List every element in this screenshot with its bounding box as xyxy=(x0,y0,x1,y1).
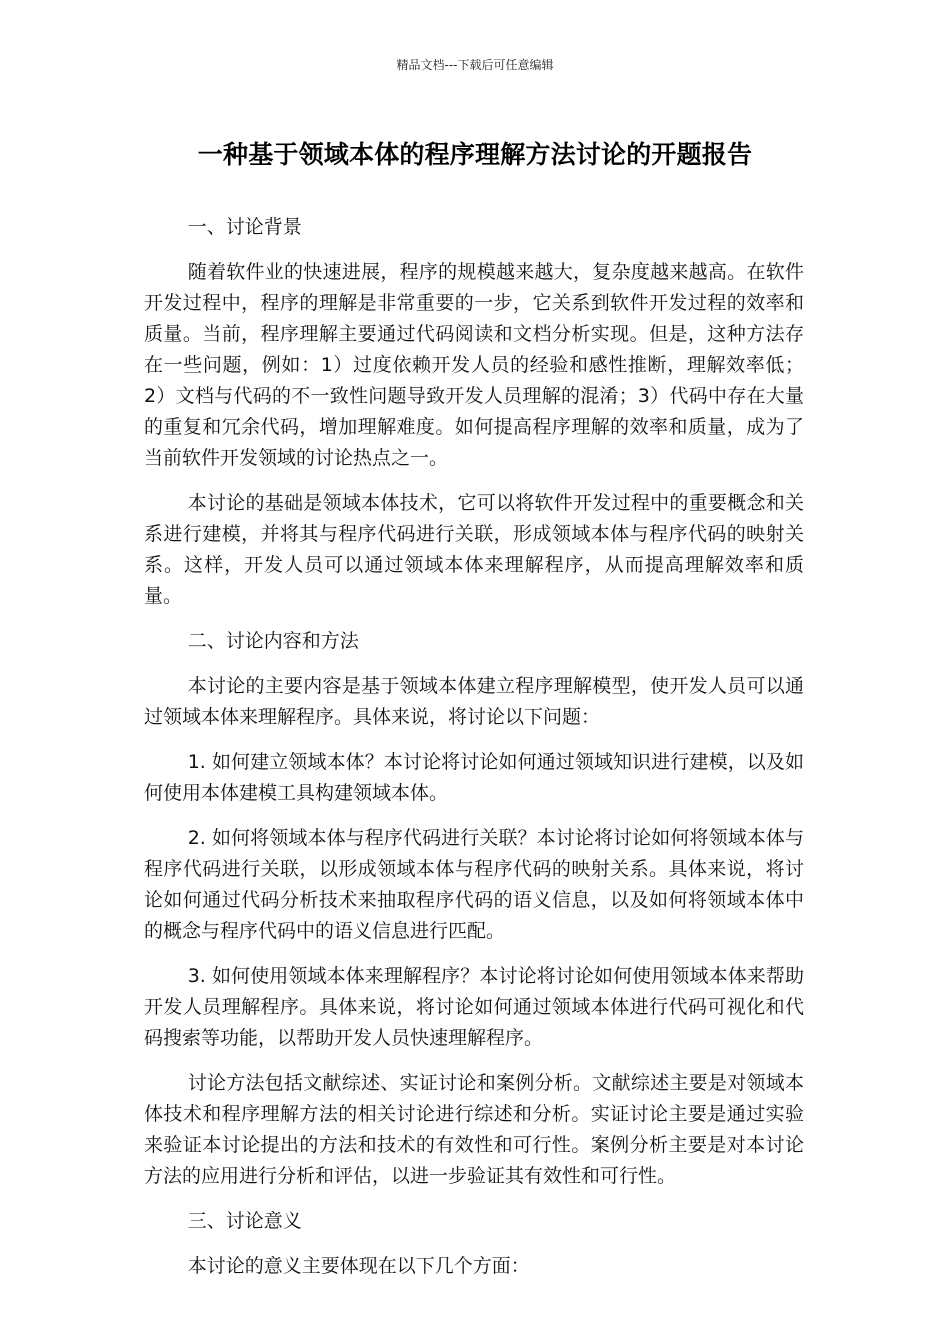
list-item-2: 2. 如何将领域本体与程序代码进行关联？本讨论将讨论如何将领域本体与程序代码进行关联，以形成领域本体与程序代码的映射关系。具体来说，将讨论如何通过代码分析技术来抽取程序代码的语义信息，以及如何将领域本体中的概念与程序代码中的语义信息进行匹配。 xyxy=(144,827,804,942)
section-heading-content-method: 二、讨论内容和方法 xyxy=(187,630,359,652)
paragraph-significance-intro: 本讨论的意义主要体现在以下几个方面： xyxy=(187,1255,530,1277)
section-heading-background: 一、讨论背景 xyxy=(187,216,302,238)
paragraph-background-1: 随着软件业的快速进展，程序的规模越来越大，复杂度越来越高。在软件开发过程中，程序的理解是非常重要的一步，它关系到软件开发过程的效率和质量。当前，程序理解主要通过代码阅读和文档分析实现。但是，这种方法存在一些问题，例如：1）过度依赖开发人员的经验和感性推断，理解效率低；2）文档与代码的不一致性问题导致开发人员理解的混淆；3）代码中存在大量的重复和冗余代码，增加理解难度。如何提高程序理解的效率和质量，成为了当前软件开发领域的讨论热点之一。 xyxy=(144,261,804,469)
document-body xyxy=(144,212,804,1282)
header-note: 精品文档---下载后可任意编辑 xyxy=(396,58,554,72)
paragraph-background-2: 本讨论的基础是领域本体技术，它可以将软件开发过程中的重要概念和关系进行建模，并将其与程序代码进行关联，形成领域本体与程序代码的映射关系。这样，开发人员可以通过领域本体来理解程序，从而提高理解效率和质量。 xyxy=(144,492,804,607)
paragraph-content-intro: 本讨论的主要内容是基于领域本体建立程序理解模型，使开发人员可以通过领域本体来理解程序。具体来说，将讨论以下问题： xyxy=(144,675,804,728)
paragraph-method: 讨论方法包括文献综述、实证讨论和案例分析。文献综述主要是对领域本体技术和程序理解方法的相关讨论进行综述和分析。实证讨论主要是通过实验来验证本讨论提出的方法和技术的有效性和可行性。案例分析主要是对本讨论方法的应用进行分析和评估，以进一步验证其有效性和可行性。 xyxy=(144,1072,804,1187)
section-heading-significance: 三、讨论意义 xyxy=(187,1210,302,1232)
list-item-1: 1. 如何建立领域本体？本讨论将讨论如何通过领域知识进行建模，以及如何使用本体建模工具构建领域本体。 xyxy=(144,751,804,804)
list-item-3: 3. 如何使用领域本体来理解程序？本讨论将讨论如何使用领域本体来帮助开发人员理解程序。具体来说，将讨论如何通过领域本体进行代码可视化和代码搜索等功能，以帮助开发人员快速理解程序。 xyxy=(144,965,804,1049)
document-title: 一种基于领域本体的程序理解方法讨论的开题报告 xyxy=(197,140,753,169)
